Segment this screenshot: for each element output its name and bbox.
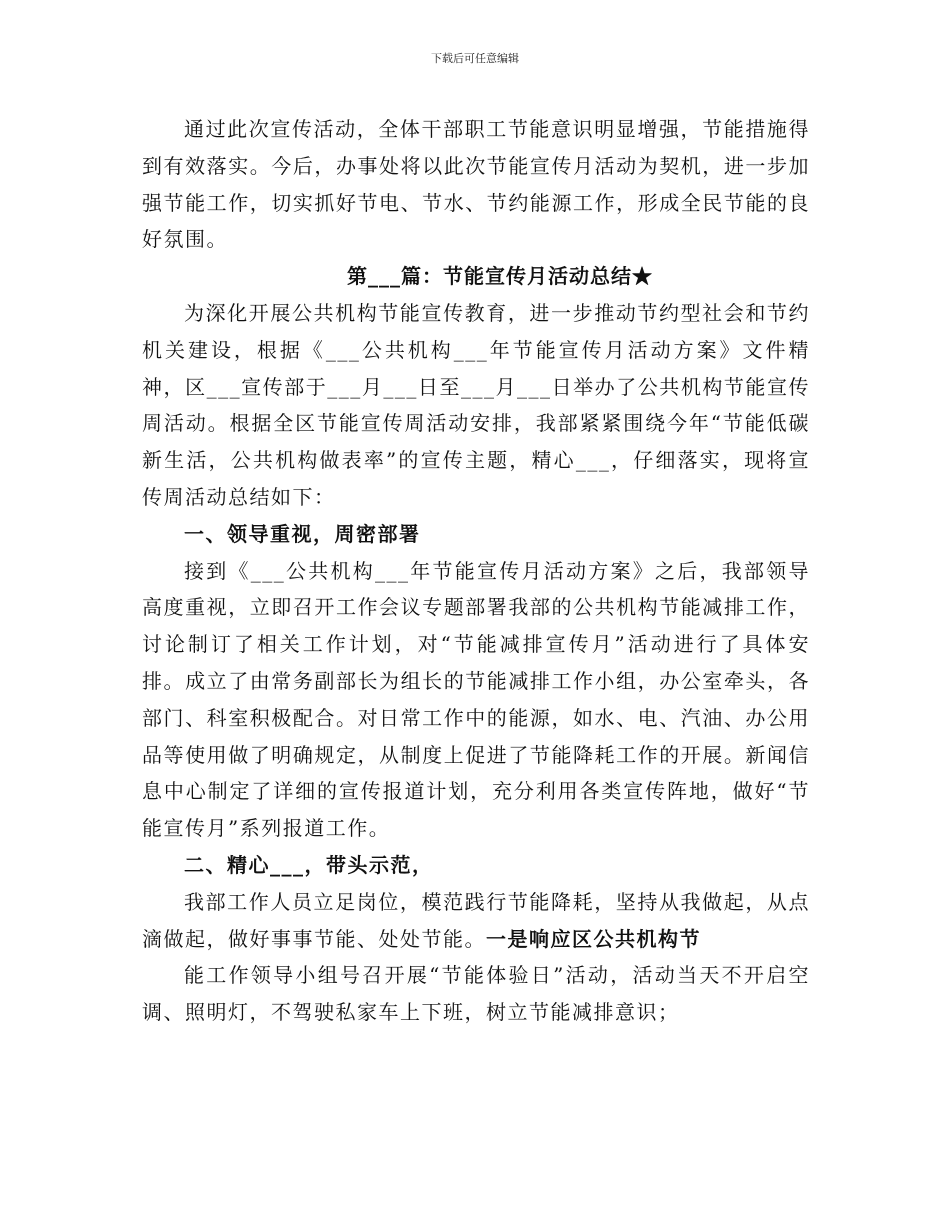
paragraph-leadership: 接到《___公共机构___年节能宣传月活动方案》之后，我部领导高度重视，立即召开工作会议专题部署我部的公共机构节能减排工作，讨论制订了相关工作计划，对“节能减排宣传月”活动进行了具体安排。成立了由常务副部长为组长的节能减排工作小组，办公室牵头，各部门、科室积极配合。对日常工作中的能源，如水、电、汽油、办公用品等使用做了明确规定，从制度上促进了节能降耗工作的开展。新闻信息中心制定了详细的宣传报道计划，充分利用各类宣传阵地，做好“节能宣传月”系列报道工作。 xyxy=(142,558,810,841)
page-header: 下载后可任意编辑 xyxy=(431,52,519,65)
heading-leadership: 一、领导重视，周密部署 xyxy=(184,521,421,546)
paragraph-demonstration-bold: 一是响应区公共机构节 xyxy=(486,926,701,951)
paragraph-demonstration-text: 我部工作人员立足岗位，模范践行节能降耗，坚持从我做起，从点滴做起，做好事事节能、处处节能。 xyxy=(142,889,810,951)
section-title: 第___篇：节能宣传月活动总结★ xyxy=(347,264,653,289)
document-body xyxy=(142,111,810,1031)
paragraph-intro: 为深化开展公共机构节能宣传教育，进一步推动节约型社会和节约机关建设，根据《___公共机构___年节能宣传月活动方案》文件精神，区___宣传部于___月___日至___月___日举办了公共机构节能宣传周活动。根据全区节能宣传周活动安排，我部紧紧围绕今年“节能低碳新生活，公共机构做表率”的宣传主题，精心___，仔细落实，现将宣传周活动总结如下： xyxy=(142,300,810,509)
paragraph-demonstration xyxy=(142,884,810,958)
paragraph-closing-previous: 通过此次宣传活动，全体干部职工节能意识明显增强，节能措施得到有效落实。今后，办事处将以此次节能宣传月活动为契机，进一步加强节能工作，切实抓好节电、节水、节约能源工作，形成全民节能的良好氛围。 xyxy=(142,117,810,252)
heading-demonstration: 二、精心___，带头示范， xyxy=(184,852,434,877)
paragraph-experience-day: 能工作领导小组号召开展“节能体验日”活动，活动当天不开启空调、照明灯，不驾驶私家车上下班，树立节能减排意识； xyxy=(142,963,810,1025)
